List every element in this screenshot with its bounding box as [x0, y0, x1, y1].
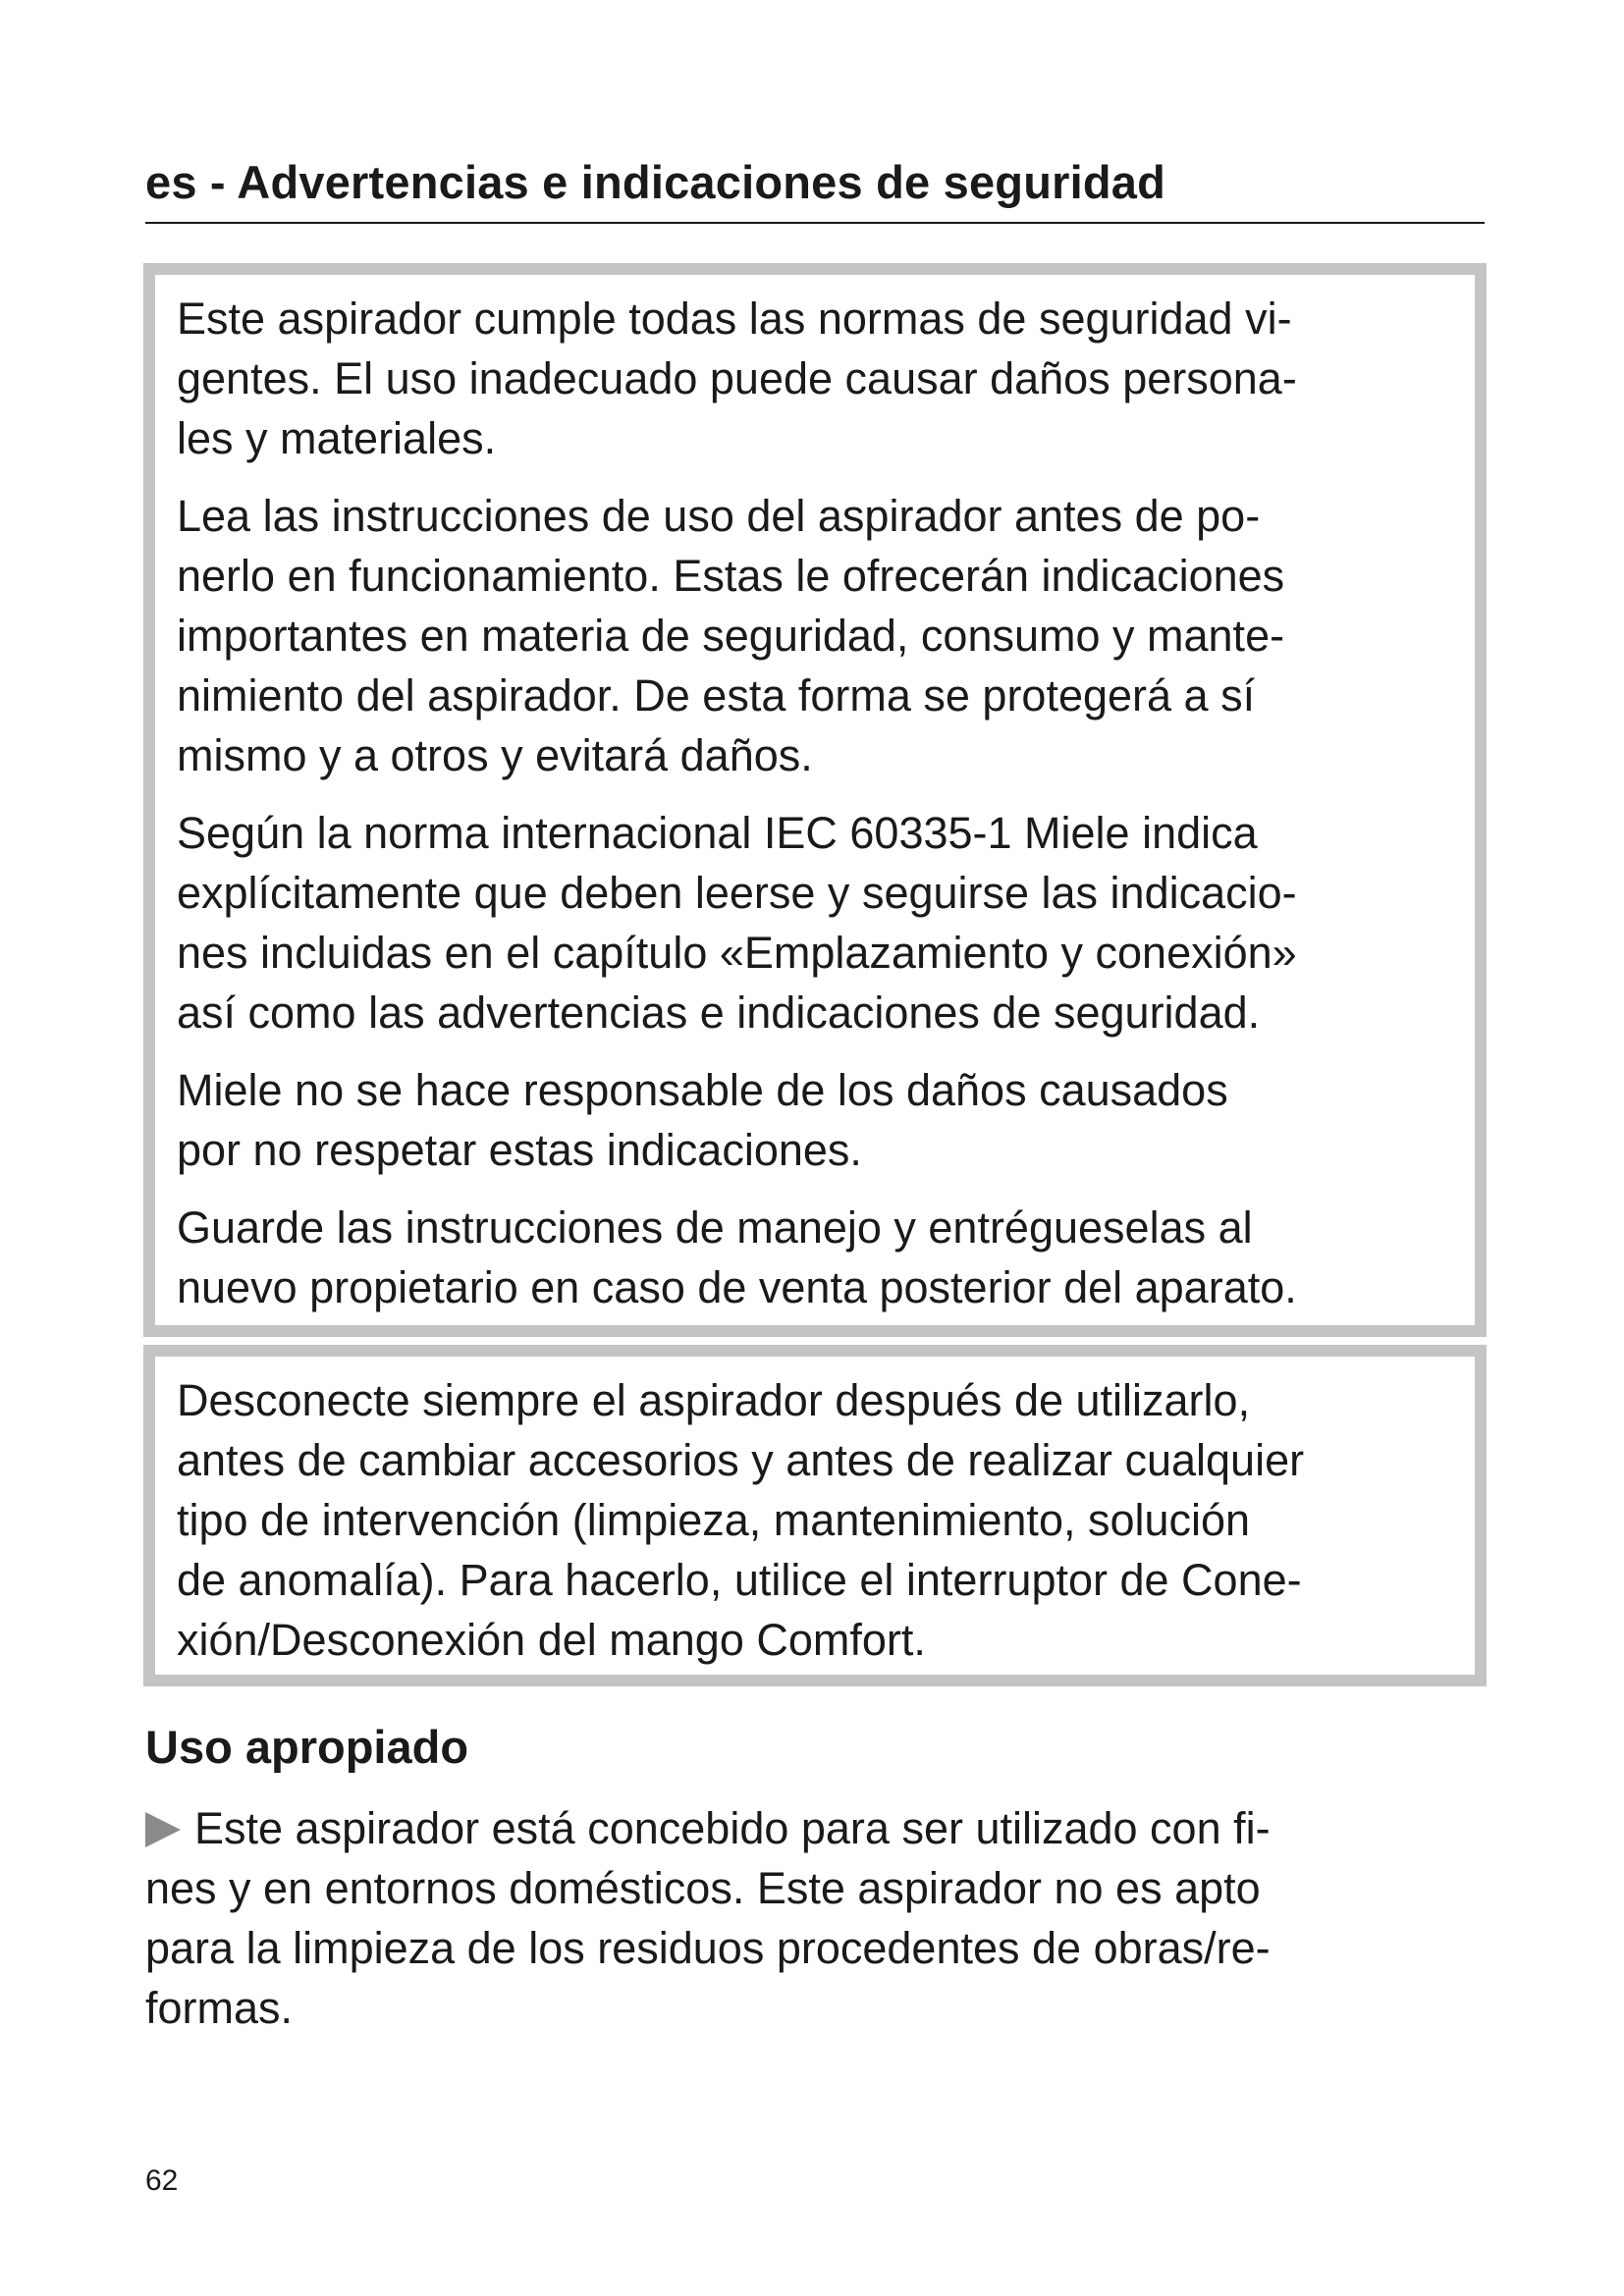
safety-paragraph-3: Según la norma internacional IEC 60335-1 Miele indica explícitamente que deben leerse y seguirse las indicacio- nes incluidas en el capítulo «Emplazamiento y conexión» así como las advertencias e indicaciones de seguridad. — [177, 808, 1297, 1038]
safety-paragraph-4: Miele no se hace responsable de los daños causados por no respetar estas indicaciones. — [177, 1065, 1228, 1175]
section-title-uso-apropiado: Uso apropiado — [145, 1721, 469, 1773]
usage-text: Este aspirador está concebido para ser utilizado con fi- nes y en entornos domésticos. Este aspirador no es apto para la limpieza de los residuos procedentes de obras/re- formas. — [145, 1803, 1271, 2033]
page-header — [145, 155, 1485, 224]
disconnect-notice-box — [143, 1345, 1487, 1686]
disconnect-paragraph: Desconecte siempre el aspirador después de utilizarlo, antes de cambiar accesorios y antes de realizar cualquier tipo de intervención (limpieza, mantenimiento, solución de anomalía). Para hacerlo, utilice el interruptor de Cone- xión/Desconexión del mango Comfort. — [177, 1375, 1305, 1665]
safety-paragraph-5: Guarde las instrucciones de manejo y entrégueselas al nuevo propietario en caso de venta posterior del aparato. — [177, 1202, 1297, 1312]
usage-paragraph — [145, 1798, 1481, 2038]
page-title: es - Advertencias e indicaciones de seguridad — [145, 156, 1166, 208]
triangle-bullet-icon — [145, 1812, 181, 1847]
safety-paragraph-1: Este aspirador cumple todas las normas de seguridad vi- gentes. El uso inadecuado puede causar daños persona- les y materiales. — [177, 294, 1297, 463]
safety-notice-box — [143, 263, 1487, 1337]
page-number: 62 — [145, 2164, 179, 2197]
safety-paragraph-2: Lea las instrucciones de uso del aspirador antes de po- nerlo en funcionamiento. Estas le ofrecerán indicaciones importantes en materia de seguridad, consumo y mante- nimiento del aspirador. De esta forma se protegerá a sí mismo y a otros y evitará daños. — [177, 491, 1285, 780]
